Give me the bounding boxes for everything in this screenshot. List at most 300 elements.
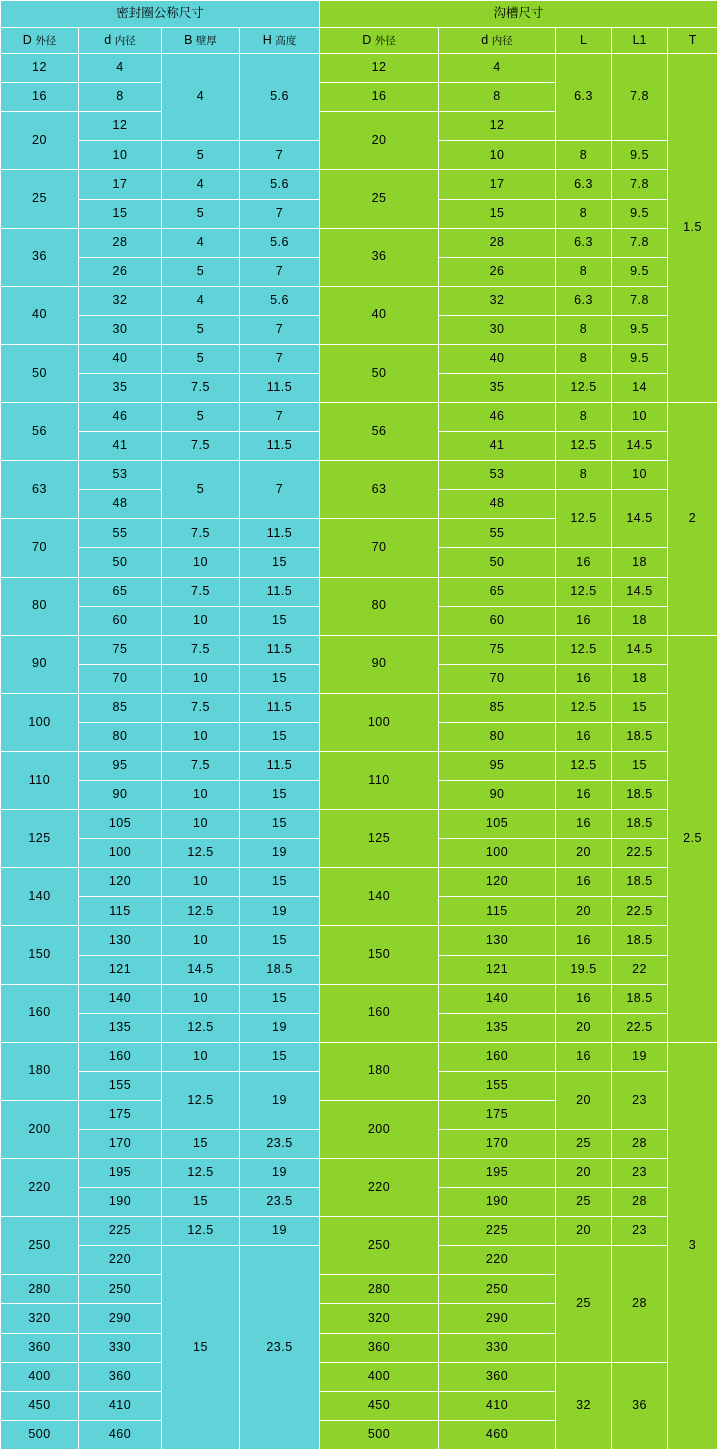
cell-B: 10 <box>162 606 240 635</box>
cell-D: 140 <box>1 868 79 926</box>
cell-D: 360 <box>1 1333 79 1362</box>
column-subtitle: 内径 <box>114 34 136 47</box>
cell-gd: 8 <box>439 83 556 112</box>
cell-L1: 9.5 <box>612 257 668 286</box>
cell-B: 4 <box>162 170 240 199</box>
cell-L: 20 <box>556 1071 612 1129</box>
cell-d: 460 <box>79 1420 162 1449</box>
cell-d: 46 <box>79 403 162 432</box>
column-symbol: D <box>22 32 32 47</box>
cell-T: 3 <box>668 1042 717 1449</box>
cell-d: 85 <box>79 693 162 722</box>
column-header-T: T <box>668 28 717 54</box>
table-row <box>1 286 717 315</box>
cell-B: 12.5 <box>162 1217 240 1246</box>
cell-d: 50 <box>79 548 162 577</box>
column-symbol: d <box>481 32 489 47</box>
column-header-row <box>1 28 717 54</box>
column-subtitle: 外径 <box>374 34 396 47</box>
cell-H: 15 <box>240 606 320 635</box>
cell-d: 15 <box>79 199 162 228</box>
table-row <box>1 1042 717 1071</box>
cell-gD: 50 <box>320 344 439 402</box>
cell-B: 5 <box>162 461 240 519</box>
cell-gD: 125 <box>320 810 439 868</box>
column-symbol: H <box>262 32 272 47</box>
cell-D: 280 <box>1 1275 79 1304</box>
cell-gD: 20 <box>320 112 439 170</box>
cell-D: 220 <box>1 1159 79 1217</box>
table-row <box>1 403 717 432</box>
cell-gd: 195 <box>439 1159 556 1188</box>
cell-H: 7 <box>240 257 320 286</box>
cell-gd: 225 <box>439 1217 556 1246</box>
cell-gd: 95 <box>439 752 556 781</box>
cell-H: 15 <box>240 722 320 751</box>
cell-gD: 36 <box>320 228 439 286</box>
cell-d: 100 <box>79 839 162 868</box>
column-header-L1: L1 <box>612 28 668 54</box>
cell-B: 10 <box>162 926 240 955</box>
cell-L1: 28 <box>612 1130 668 1159</box>
cell-L: 20 <box>556 839 612 868</box>
table-row <box>1 635 717 664</box>
table-row <box>1 228 717 257</box>
cell-H: 23.5 <box>240 1188 320 1217</box>
cell-B: 5 <box>162 344 240 373</box>
cell-D: 80 <box>1 577 79 635</box>
cell-L1: 22 <box>612 955 668 984</box>
cell-d: 121 <box>79 955 162 984</box>
table-row <box>1 344 717 373</box>
cell-H: 23.5 <box>240 1130 320 1159</box>
cell-d: 35 <box>79 373 162 402</box>
cell-gd: 105 <box>439 810 556 839</box>
cell-gd: 75 <box>439 635 556 664</box>
cell-D: 100 <box>1 693 79 751</box>
cell-gd: 135 <box>439 1013 556 1042</box>
cell-gD: 280 <box>320 1275 439 1304</box>
cell-H: 7 <box>240 403 320 432</box>
cell-D: 200 <box>1 1100 79 1158</box>
column-header-gd <box>439 28 556 54</box>
cell-B: 10 <box>162 722 240 751</box>
cell-gD: 150 <box>320 926 439 984</box>
cell-H: 18.5 <box>240 955 320 984</box>
cell-H: 7 <box>240 315 320 344</box>
cell-gd: 4 <box>439 54 556 83</box>
cell-gD: 320 <box>320 1304 439 1333</box>
cell-B: 10 <box>162 781 240 810</box>
cell-gd: 41 <box>439 432 556 461</box>
cell-L1: 28 <box>612 1246 668 1362</box>
cell-B: 4 <box>162 286 240 315</box>
cell-D: 400 <box>1 1362 79 1391</box>
cell-d: 95 <box>79 752 162 781</box>
cell-L: 16 <box>556 810 612 839</box>
cell-H: 7 <box>240 199 320 228</box>
cell-T: 1.5 <box>668 54 717 403</box>
cell-gd: 30 <box>439 315 556 344</box>
cell-L1: 18 <box>612 548 668 577</box>
cell-gd: 130 <box>439 926 556 955</box>
cell-d: 220 <box>79 1246 162 1275</box>
cell-D: 63 <box>1 461 79 519</box>
table-row <box>1 461 717 490</box>
cell-gd: 360 <box>439 1362 556 1391</box>
cell-L1: 7.8 <box>612 54 668 141</box>
table-row <box>1 752 717 781</box>
cell-L: 25 <box>556 1130 612 1159</box>
cell-L1: 36 <box>612 1362 668 1449</box>
cell-L1: 10 <box>612 461 668 490</box>
cell-L1: 10 <box>612 403 668 432</box>
cell-d: 135 <box>79 1013 162 1042</box>
cell-L: 8 <box>556 141 612 170</box>
cell-L1: 28 <box>612 1188 668 1217</box>
cell-gd: 330 <box>439 1333 556 1362</box>
cell-L1: 18.5 <box>612 868 668 897</box>
cell-B: 10 <box>162 984 240 1013</box>
cell-B: 12.5 <box>162 1159 240 1188</box>
cell-B: 4 <box>162 54 240 141</box>
cell-B: 14.5 <box>162 955 240 984</box>
cell-gD: 400 <box>320 1362 439 1391</box>
cell-gD: 180 <box>320 1042 439 1100</box>
cell-L: 8 <box>556 199 612 228</box>
cell-gd: 53 <box>439 461 556 490</box>
cell-d: 90 <box>79 781 162 810</box>
cell-L1: 9.5 <box>612 315 668 344</box>
cell-B: 12.5 <box>162 1013 240 1042</box>
cell-L: 12.5 <box>556 577 612 606</box>
cell-B: 5 <box>162 315 240 344</box>
cell-d: 65 <box>79 577 162 606</box>
table-row <box>1 810 717 839</box>
cell-B: 7.5 <box>162 519 240 548</box>
cell-gD: 140 <box>320 868 439 926</box>
cell-D: 160 <box>1 984 79 1042</box>
cell-L: 16 <box>556 1042 612 1071</box>
cell-B: 10 <box>162 664 240 693</box>
cell-L: 6.3 <box>556 54 612 141</box>
cell-gd: 35 <box>439 373 556 402</box>
cell-H: 19 <box>240 839 320 868</box>
cell-D: 56 <box>1 403 79 461</box>
cell-H: 11.5 <box>240 432 320 461</box>
cell-L1: 7.8 <box>612 228 668 257</box>
cell-D: 20 <box>1 112 79 170</box>
cell-L1: 22.5 <box>612 1013 668 1042</box>
cell-H: 11.5 <box>240 519 320 548</box>
cell-L: 8 <box>556 461 612 490</box>
cell-gD: 250 <box>320 1217 439 1275</box>
cell-d: 32 <box>79 286 162 315</box>
cell-L: 12.5 <box>556 432 612 461</box>
cell-H: 7 <box>240 141 320 170</box>
cell-d: 10 <box>79 141 162 170</box>
table-body <box>1 1 717 1450</box>
cell-L1: 18.5 <box>612 984 668 1013</box>
cell-d: 175 <box>79 1100 162 1129</box>
cell-L1: 14.5 <box>612 635 668 664</box>
cell-gD: 70 <box>320 519 439 577</box>
table-row <box>1 1217 717 1246</box>
cell-L: 12.5 <box>556 490 612 548</box>
cell-D: 50 <box>1 344 79 402</box>
cell-B: 7.5 <box>162 693 240 722</box>
cell-gd: 65 <box>439 577 556 606</box>
cell-gD: 12 <box>320 54 439 83</box>
cell-H: 5.6 <box>240 170 320 199</box>
cell-B: 5 <box>162 199 240 228</box>
cell-L: 20 <box>556 1159 612 1188</box>
cell-L: 16 <box>556 722 612 751</box>
cell-d: 250 <box>79 1275 162 1304</box>
cell-L: 8 <box>556 257 612 286</box>
cell-B: 12.5 <box>162 1071 240 1129</box>
table-row <box>1 868 717 897</box>
cell-gd: 60 <box>439 606 556 635</box>
cell-D: 450 <box>1 1391 79 1420</box>
cell-d: 53 <box>79 461 162 490</box>
cell-gd: 32 <box>439 286 556 315</box>
column-header-gD <box>320 28 439 54</box>
cell-L: 16 <box>556 781 612 810</box>
cell-d: 17 <box>79 170 162 199</box>
cell-D: 320 <box>1 1304 79 1333</box>
column-subtitle: 壁厚 <box>195 34 217 47</box>
table-row <box>1 170 717 199</box>
cell-L1: 9.5 <box>612 141 668 170</box>
cell-L: 12.5 <box>556 373 612 402</box>
cell-H: 11.5 <box>240 635 320 664</box>
cell-gd: 15 <box>439 199 556 228</box>
cell-gd: 55 <box>439 519 556 548</box>
cell-B: 10 <box>162 548 240 577</box>
cell-L1: 22.5 <box>612 839 668 868</box>
cell-d: 360 <box>79 1362 162 1391</box>
cell-gD: 220 <box>320 1159 439 1217</box>
cell-d: 80 <box>79 722 162 751</box>
column-symbol: D <box>362 32 372 47</box>
cell-L1: 9.5 <box>612 344 668 373</box>
cell-d: 55 <box>79 519 162 548</box>
cell-d: 115 <box>79 897 162 926</box>
cell-gD: 56 <box>320 403 439 461</box>
cell-H: 7 <box>240 461 320 519</box>
group-header-seal-nominal: 密封圈公称尺寸 <box>1 1 320 28</box>
cell-H: 15 <box>240 548 320 577</box>
table-row <box>1 984 717 1013</box>
cell-D: 12 <box>1 54 79 83</box>
cell-d: 170 <box>79 1130 162 1159</box>
column-header-d <box>79 28 162 54</box>
column-header-H <box>240 28 320 54</box>
cell-gd: 26 <box>439 257 556 286</box>
table-row <box>1 54 717 83</box>
table-row <box>1 1362 717 1391</box>
group-header-row <box>1 1 717 28</box>
cell-L: 25 <box>556 1188 612 1217</box>
cell-D: 150 <box>1 926 79 984</box>
cell-D: 40 <box>1 286 79 344</box>
cell-L: 25 <box>556 1246 612 1362</box>
cell-gD: 80 <box>320 577 439 635</box>
cell-T: 2.5 <box>668 635 717 1042</box>
cell-gD: 25 <box>320 170 439 228</box>
table-row <box>1 577 717 606</box>
cell-L1: 18 <box>612 664 668 693</box>
cell-B: 7.5 <box>162 373 240 402</box>
cell-gd: 220 <box>439 1246 556 1275</box>
cell-H: 5.6 <box>240 286 320 315</box>
cell-d: 4 <box>79 54 162 83</box>
cell-d: 140 <box>79 984 162 1013</box>
cell-L: 16 <box>556 548 612 577</box>
cell-d: 130 <box>79 926 162 955</box>
cell-H: 11.5 <box>240 752 320 781</box>
table-row <box>1 693 717 722</box>
cell-gd: 250 <box>439 1275 556 1304</box>
cell-d: 105 <box>79 810 162 839</box>
cell-gd: 17 <box>439 170 556 199</box>
cell-D: 36 <box>1 228 79 286</box>
cell-H: 15 <box>240 984 320 1013</box>
cell-gD: 63 <box>320 461 439 519</box>
cell-H: 19 <box>240 1159 320 1188</box>
cell-D: 500 <box>1 1420 79 1449</box>
cell-gd: 175 <box>439 1100 556 1129</box>
cell-d: 155 <box>79 1071 162 1100</box>
cell-D: 250 <box>1 1217 79 1275</box>
cell-gd: 90 <box>439 781 556 810</box>
cell-L1: 18.5 <box>612 810 668 839</box>
cell-d: 225 <box>79 1217 162 1246</box>
cell-B: 12.5 <box>162 897 240 926</box>
cell-d: 60 <box>79 606 162 635</box>
cell-B: 5 <box>162 403 240 432</box>
cell-H: 15 <box>240 926 320 955</box>
cell-L: 20 <box>556 897 612 926</box>
cell-L: 12.5 <box>556 635 612 664</box>
cell-H: 19 <box>240 1217 320 1246</box>
cell-L: 6.3 <box>556 286 612 315</box>
cell-D: 70 <box>1 519 79 577</box>
cell-d: 70 <box>79 664 162 693</box>
cell-L1: 14 <box>612 373 668 402</box>
cell-B: 7.5 <box>162 635 240 664</box>
cell-gD: 90 <box>320 635 439 693</box>
cell-H: 5.6 <box>240 228 320 257</box>
column-header-L: L <box>556 28 612 54</box>
cell-L1: 14.5 <box>612 490 668 548</box>
cell-H: 19 <box>240 897 320 926</box>
cell-L: 16 <box>556 926 612 955</box>
cell-gD: 100 <box>320 693 439 751</box>
cell-d: 28 <box>79 228 162 257</box>
cell-gd: 120 <box>439 868 556 897</box>
cell-H: 15 <box>240 810 320 839</box>
cell-L1: 14.5 <box>612 577 668 606</box>
cell-d: 75 <box>79 635 162 664</box>
cell-L: 8 <box>556 344 612 373</box>
cell-H: 15 <box>240 664 320 693</box>
cell-H: 23.5 <box>240 1246 320 1450</box>
cell-gD: 500 <box>320 1420 439 1449</box>
cell-B: 7.5 <box>162 432 240 461</box>
cell-gd: 100 <box>439 839 556 868</box>
cell-d: 160 <box>79 1042 162 1071</box>
column-header-D <box>1 28 79 54</box>
cell-L1: 7.8 <box>612 170 668 199</box>
cell-gd: 85 <box>439 693 556 722</box>
cell-gd: 160 <box>439 1042 556 1071</box>
cell-B: 12.5 <box>162 839 240 868</box>
cell-gD: 40 <box>320 286 439 344</box>
cell-d: 410 <box>79 1391 162 1420</box>
group-header-groove: 沟槽尺寸 <box>320 1 717 28</box>
cell-L1: 22.5 <box>612 897 668 926</box>
cell-H: 19 <box>240 1013 320 1042</box>
cell-gd: 121 <box>439 955 556 984</box>
column-symbol: B <box>184 32 193 47</box>
cell-gd: 80 <box>439 722 556 751</box>
cell-L: 20 <box>556 1217 612 1246</box>
cell-D: 110 <box>1 752 79 810</box>
cell-d: 48 <box>79 490 162 519</box>
cell-L1: 9.5 <box>612 199 668 228</box>
cell-L: 20 <box>556 1013 612 1042</box>
cell-L: 8 <box>556 315 612 344</box>
column-symbol: d <box>104 32 112 47</box>
cell-d: 40 <box>79 344 162 373</box>
cell-L1: 15 <box>612 693 668 722</box>
cell-gd: 170 <box>439 1130 556 1159</box>
cell-gd: 155 <box>439 1071 556 1100</box>
cell-H: 19 <box>240 1071 320 1129</box>
cell-gd: 28 <box>439 228 556 257</box>
column-subtitle: 内径 <box>491 34 513 47</box>
cell-gd: 460 <box>439 1420 556 1449</box>
cell-L1: 23 <box>612 1159 668 1188</box>
cell-gd: 50 <box>439 548 556 577</box>
cell-L1: 18 <box>612 606 668 635</box>
cell-d: 12 <box>79 112 162 141</box>
cell-d: 120 <box>79 868 162 897</box>
cell-gD: 16 <box>320 83 439 112</box>
cell-L: 6.3 <box>556 170 612 199</box>
cell-L: 19.5 <box>556 955 612 984</box>
cell-gD: 360 <box>320 1333 439 1362</box>
cell-gd: 115 <box>439 897 556 926</box>
cell-d: 195 <box>79 1159 162 1188</box>
cell-H: 15 <box>240 1042 320 1071</box>
cell-B: 15 <box>162 1188 240 1217</box>
cell-L1: 23 <box>612 1217 668 1246</box>
cell-H: 7 <box>240 344 320 373</box>
cell-gd: 48 <box>439 490 556 519</box>
cell-d: 190 <box>79 1188 162 1217</box>
column-subtitle: 高度 <box>275 34 297 47</box>
cell-D: 125 <box>1 810 79 868</box>
cell-gd: 140 <box>439 984 556 1013</box>
cell-d: 26 <box>79 257 162 286</box>
cell-L: 16 <box>556 606 612 635</box>
cell-B: 10 <box>162 868 240 897</box>
cell-gD: 160 <box>320 984 439 1042</box>
cell-L: 6.3 <box>556 228 612 257</box>
